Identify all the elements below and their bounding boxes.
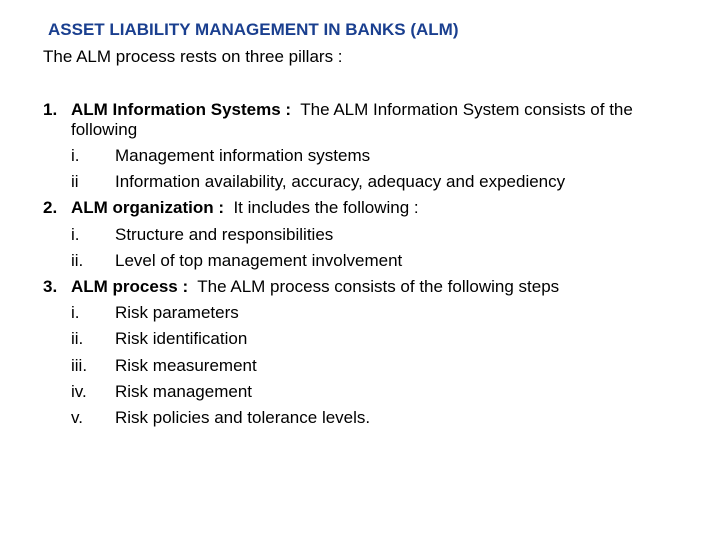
item-text: Risk identification bbox=[115, 329, 248, 349]
pillar-description: The ALM process consists of the following steps bbox=[197, 277, 560, 297]
pillar-number: 1. bbox=[43, 100, 58, 119]
pillar-heading bbox=[71, 274, 703, 300]
pillar-list bbox=[43, 97, 703, 431]
item-numeral: i. bbox=[71, 224, 80, 244]
pillar-name: ALM Information Systems : bbox=[71, 100, 292, 119]
list-item bbox=[71, 248, 703, 274]
list-item bbox=[71, 222, 703, 248]
item-text: Information availability, accuracy, adequacy and expediency bbox=[115, 172, 566, 192]
item-text: Risk measurement bbox=[115, 355, 257, 375]
list-item bbox=[71, 143, 703, 169]
pillar-description: It includes the following : bbox=[233, 198, 419, 218]
item-numeral: i. bbox=[71, 303, 80, 323]
pillar-information-systems bbox=[43, 97, 703, 195]
pillar-heading bbox=[71, 195, 703, 221]
slide-subtitle: The ALM process rests on three pillars : bbox=[43, 47, 343, 66]
item-text: Risk policies and tolerance levels. bbox=[115, 408, 371, 428]
pillar-name: ALM process : bbox=[71, 277, 189, 297]
item-numeral: ii. bbox=[71, 329, 84, 349]
list-item bbox=[71, 379, 703, 405]
item-numeral: ii bbox=[71, 172, 79, 192]
pillar-number: 2. bbox=[43, 198, 58, 218]
list-item bbox=[71, 300, 703, 326]
item-numeral: iv. bbox=[71, 381, 87, 401]
item-text: Risk parameters bbox=[115, 303, 239, 323]
item-text: Management information systems bbox=[115, 146, 371, 165]
pillar-organization bbox=[43, 195, 703, 274]
pillar-description: The ALM Information System consists of the following bbox=[71, 100, 633, 139]
pillar-process bbox=[43, 274, 703, 431]
pillar-number: 3. bbox=[43, 277, 58, 297]
slide-title: ASSET LIABILITY MANAGEMENT IN BANKS (ALM) bbox=[48, 20, 459, 39]
list-item bbox=[71, 353, 703, 379]
pillar-name: ALM organization : bbox=[71, 198, 224, 218]
list-item bbox=[71, 169, 703, 195]
item-text: Level of top management involvement bbox=[115, 250, 403, 270]
item-numeral: v. bbox=[71, 408, 83, 428]
item-numeral: iii. bbox=[71, 355, 88, 375]
item-numeral: i. bbox=[71, 146, 80, 165]
item-numeral: ii. bbox=[71, 250, 84, 270]
item-text: Risk management bbox=[115, 381, 253, 401]
item-text: Structure and responsibilities bbox=[115, 224, 334, 244]
list-item bbox=[71, 326, 703, 352]
list-item bbox=[71, 405, 703, 431]
pillar-heading bbox=[71, 97, 703, 143]
